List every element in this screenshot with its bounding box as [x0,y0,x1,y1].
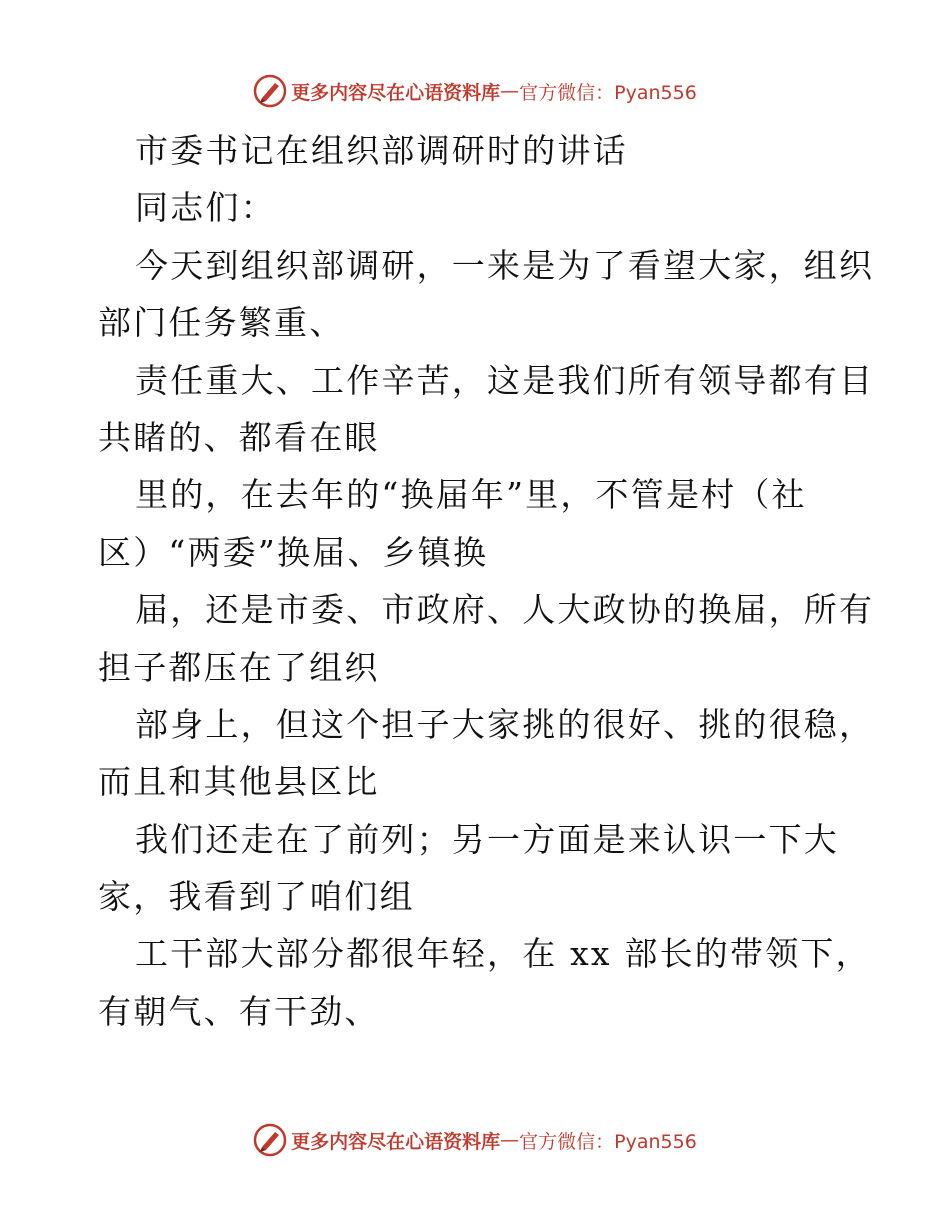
document-line: 工干部大部分都很年轻，在 xx 部长的带领下， [135,934,871,974]
watermark-text: 更多内容尽在心语资料库 [291,1130,501,1153]
watermark-text: 更多内容尽在心语资料库 [291,81,501,104]
document-line: 而且和其他县区比 [98,762,380,802]
watermark-suffix: 官方微信：Pyan556 [519,81,697,104]
document-line: 部门任务繁重、 [98,303,345,343]
footer-watermark [0,1120,950,1160]
document-line: 责任重大、工作辛苦，这是我们所有领导都有目 [135,360,875,400]
document-line: 家，我看到了咱们组 [98,877,415,917]
document-body [98,122,875,1040]
document-line: 同志们： [135,188,276,228]
document-line: 共睹的、都看在眼 [98,417,380,457]
document-line: 我们还走在了前列；另一方面是来认识一下大 [135,819,839,859]
document-line: 部身上，但这个担子大家挑的很好、挑的很稳， [135,704,875,744]
watermark-dash: — [500,80,520,102]
document-line: 里的，在去年的“换届年”里，不管是村（社 [135,475,807,515]
header-watermark [0,71,950,111]
document-line: 市委书记在组织部调研时的讲话 [135,131,628,170]
document-line: 届，还是市委、市政府、人大政协的换届，所有 [135,590,875,630]
watermark-dash: — [500,1129,520,1151]
document-line: 今天到组织部调研，一来是为了看望大家，组织 [135,245,875,285]
pen-logo-icon [253,1123,287,1157]
document-line: 担子都压在了组织 [98,647,380,687]
pen-logo-icon [253,74,287,108]
watermark-suffix: 官方微信：Pyan556 [519,1130,697,1153]
document-line: 区）“两委”换届、乡镇换 [98,532,489,572]
document-line: 有朝气、有干劲、 [98,991,380,1031]
